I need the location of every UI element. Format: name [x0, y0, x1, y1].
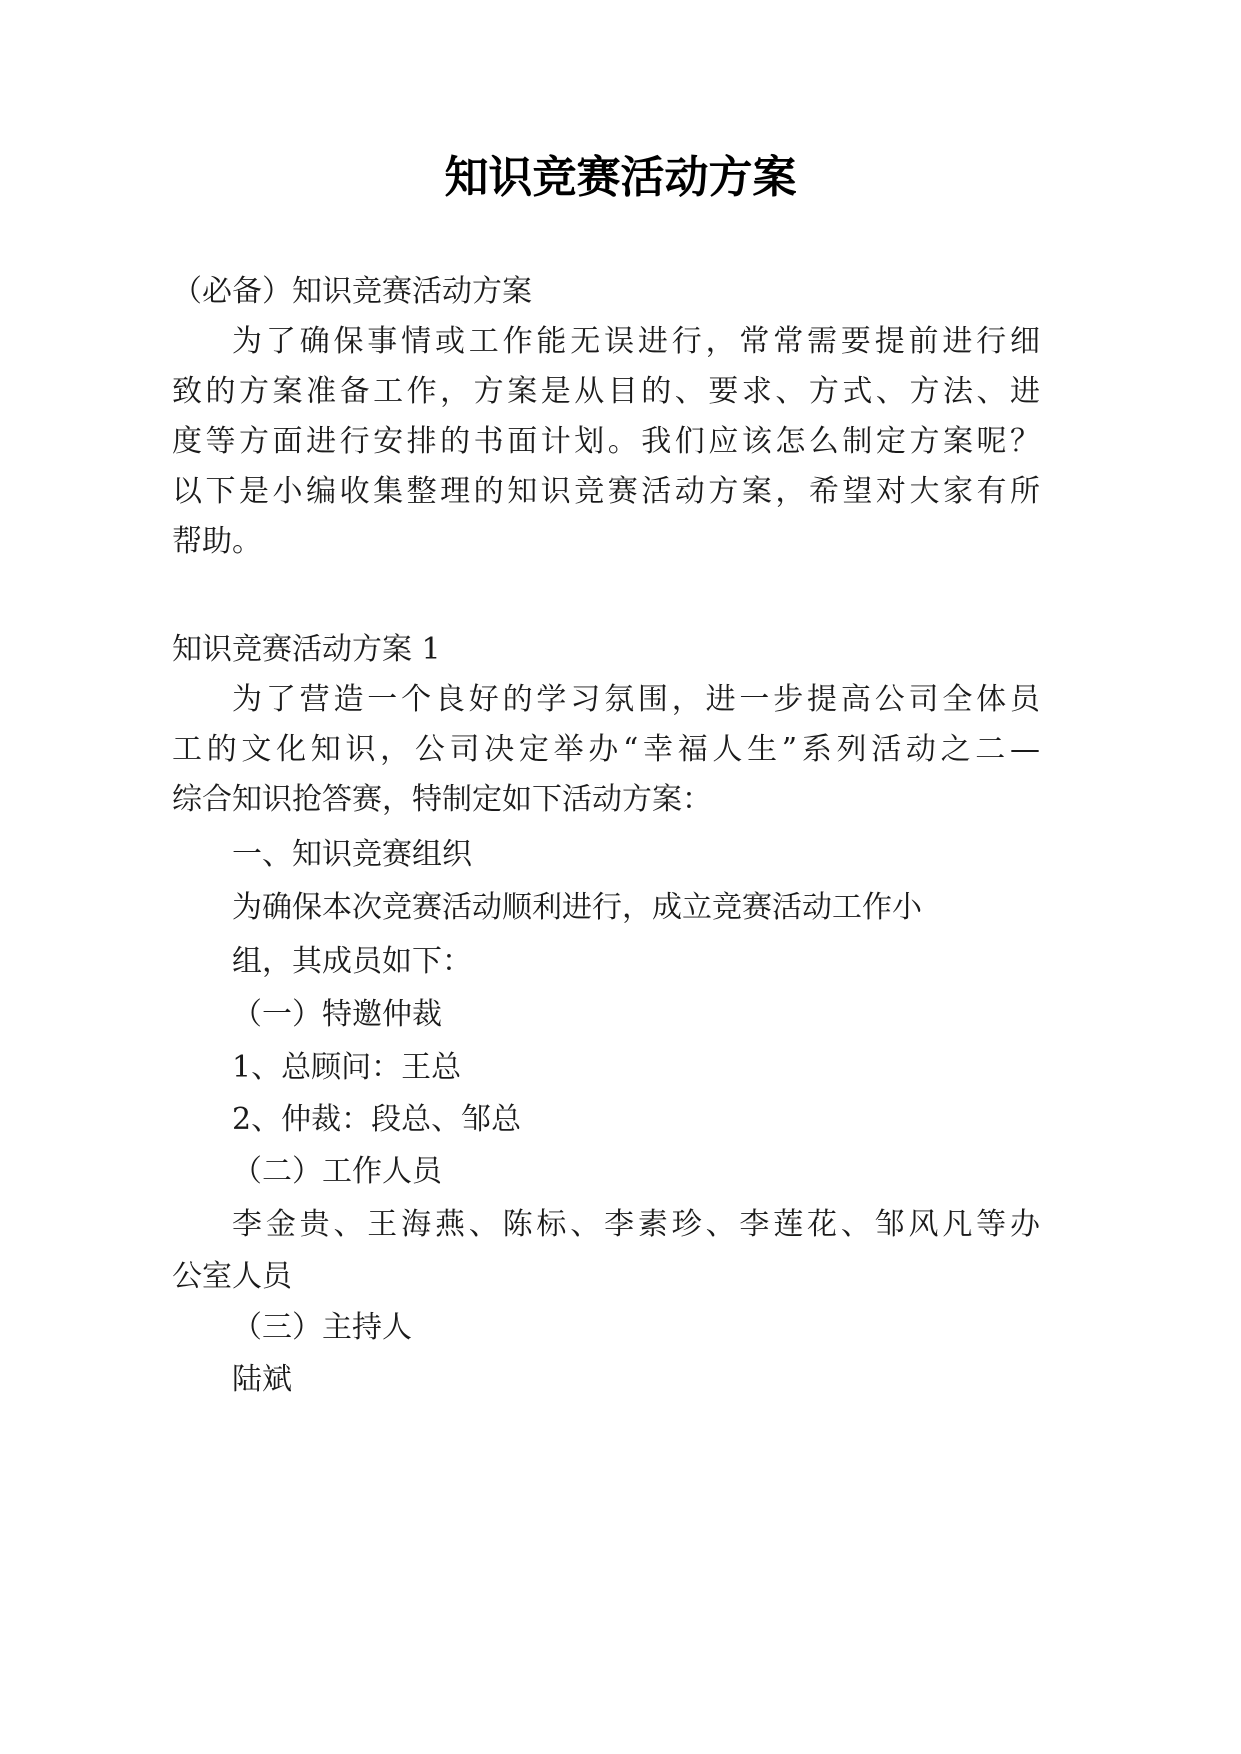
- intro-line-2: 致的方案准备工作，方案是从目的、要求、方式、方法、进: [172, 374, 1040, 409]
- sub1-heading: （一）特邀仲裁: [232, 997, 442, 1032]
- sub2-line-2: 公室人员: [172, 1259, 292, 1294]
- sub3-heading: （三）主持人: [232, 1310, 412, 1345]
- sub2-heading: （二）工作人员: [232, 1154, 442, 1189]
- intro-line-5: 帮助。: [172, 524, 262, 559]
- sub1-item-2: 2、仲裁：段总、邹总: [232, 1102, 522, 1137]
- sub3-value: 陆斌: [232, 1362, 292, 1397]
- part1-line-2: 组，其成员如下：: [232, 944, 472, 979]
- sub2-line-1: 李金贵、王海燕、陈标、李素珍、李莲花、邹风凡等办: [232, 1207, 1040, 1242]
- part1-heading: 一、知识竞赛组织: [232, 837, 472, 872]
- section1-heading: 知识竞赛活动方案 1: [172, 632, 441, 667]
- intro-line-1: 为了确保事情或工作能无误进行，常常需要提前进行细: [232, 324, 1040, 359]
- section1-intro-line-3: 综合知识抢答赛，特制定如下活动方案：: [172, 782, 712, 817]
- sub1-item-1: 1、总顾问：王总: [232, 1050, 462, 1085]
- intro-line-3: 度等方面进行安排的书面计划。我们应该怎么制定方案呢？: [172, 424, 1040, 459]
- section1-intro-line-2: 工的文化知识，公司决定举办“幸福人生”系列活动之二—: [172, 732, 1040, 767]
- document-subtitle: （必备）知识竞赛活动方案: [172, 274, 532, 309]
- intro-line-4: 以下是小编收集整理的知识竞赛活动方案，希望对大家有所: [172, 474, 1040, 509]
- document-title: 知识竞赛活动方案: [444, 152, 797, 203]
- part1-line-1: 为确保本次竞赛活动顺利进行，成立竞赛活动工作小: [232, 890, 922, 925]
- section1-intro-line-1: 为了营造一个良好的学习氛围，进一步提高公司全体员: [232, 682, 1040, 717]
